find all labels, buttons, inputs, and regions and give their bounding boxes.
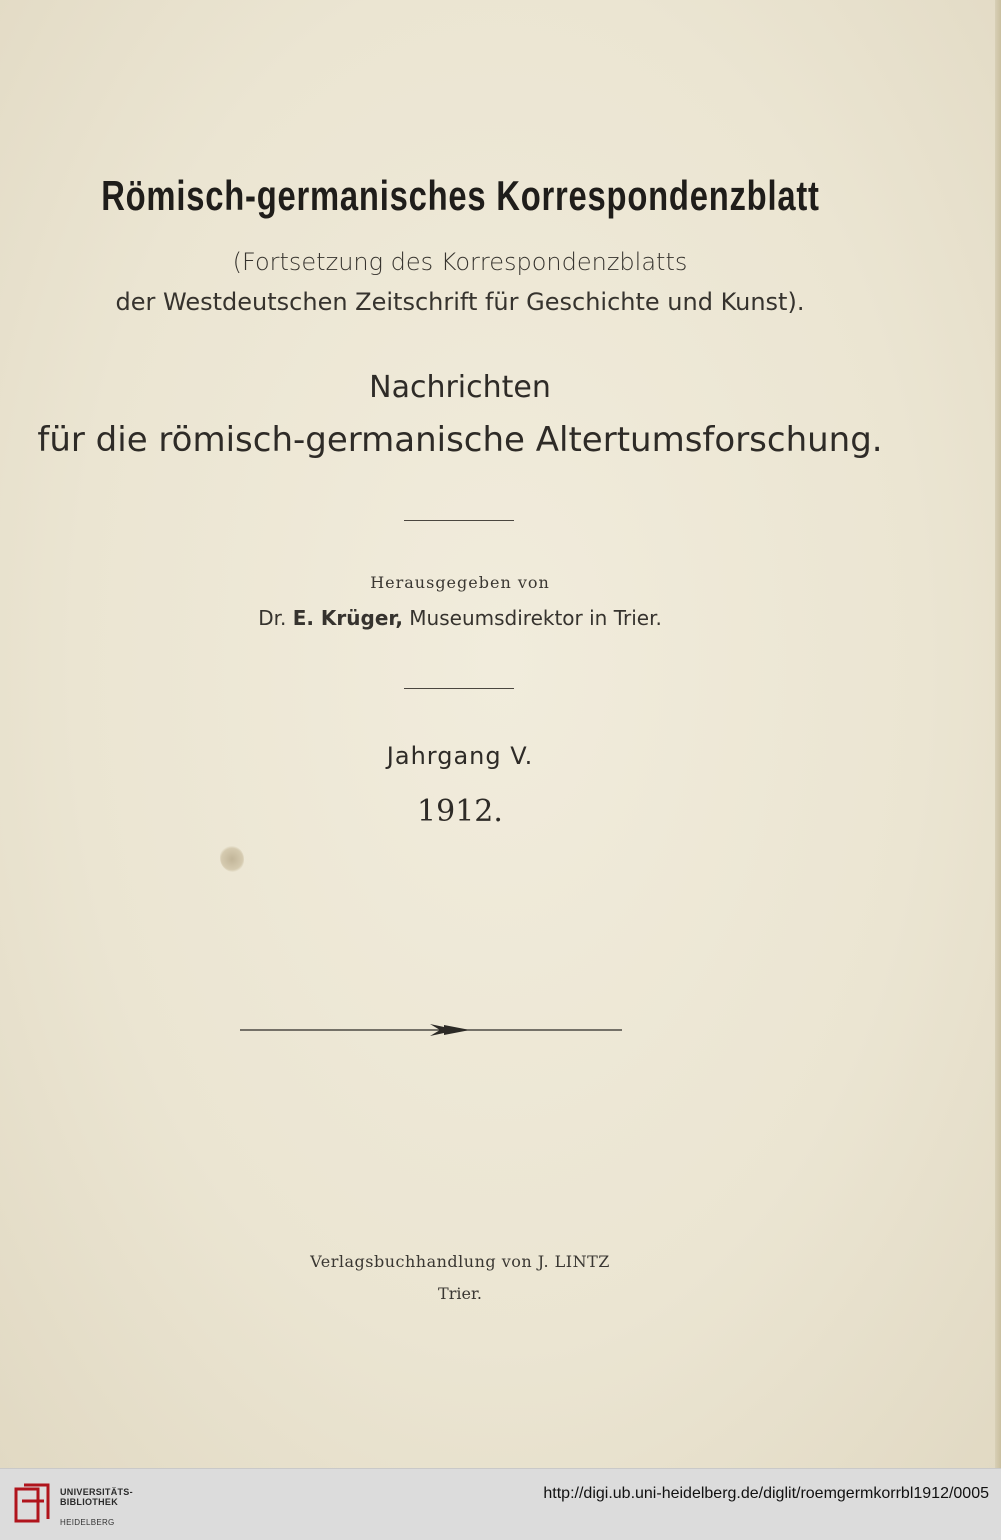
ornament-divider-icon	[240, 1020, 622, 1040]
heading-line-1: Nachrichten	[369, 370, 551, 405]
editor-role: Museumsdirektor in Trier.	[409, 606, 662, 630]
page-edge	[995, 0, 1001, 1468]
divider-rule-2	[404, 688, 514, 689]
publisher-place: Trier.	[438, 1284, 482, 1303]
subtitle-line-1: (Fortsetzung des Korrespondenzblatts	[232, 248, 688, 276]
library-logo-icon	[14, 1483, 54, 1527]
footer-bar	[0, 1468, 1001, 1540]
library-name-line-2: BIBLIOTHEK	[60, 1497, 118, 1507]
library-name-line-1: UNIVERSITÄTS-	[60, 1487, 133, 1497]
library-name	[60, 1487, 133, 1507]
divider-rule-1	[404, 520, 514, 521]
heading-line-2: für die römisch-germanische Altertumsforschung.	[37, 420, 883, 460]
publication-year: 1912.	[417, 794, 503, 829]
editor-line	[0, 606, 920, 630]
permalink-url[interactable]: http://digi.ub.uni-heidelberg.de/diglit/roemgermkorrbl1912/0005	[543, 1485, 989, 1502]
publisher-line: Verlagsbuchhandlung von J. LINTZ	[310, 1252, 610, 1271]
paper-stain	[220, 846, 244, 872]
volume-label: Jahrgang V.	[386, 742, 534, 770]
library-city: HEIDELBERG	[60, 1518, 115, 1527]
editor-intro: Herausgegeben von	[370, 573, 550, 592]
subtitle-line-2: der Westdeutschen Zeitschrift für Geschichte und Kunst).	[115, 288, 805, 316]
journal-title: Römisch-germanisches Korrespondenzblatt	[101, 172, 820, 219]
editor-prefix: Dr.	[258, 606, 287, 630]
editor-name: E. Krüger,	[292, 606, 403, 630]
